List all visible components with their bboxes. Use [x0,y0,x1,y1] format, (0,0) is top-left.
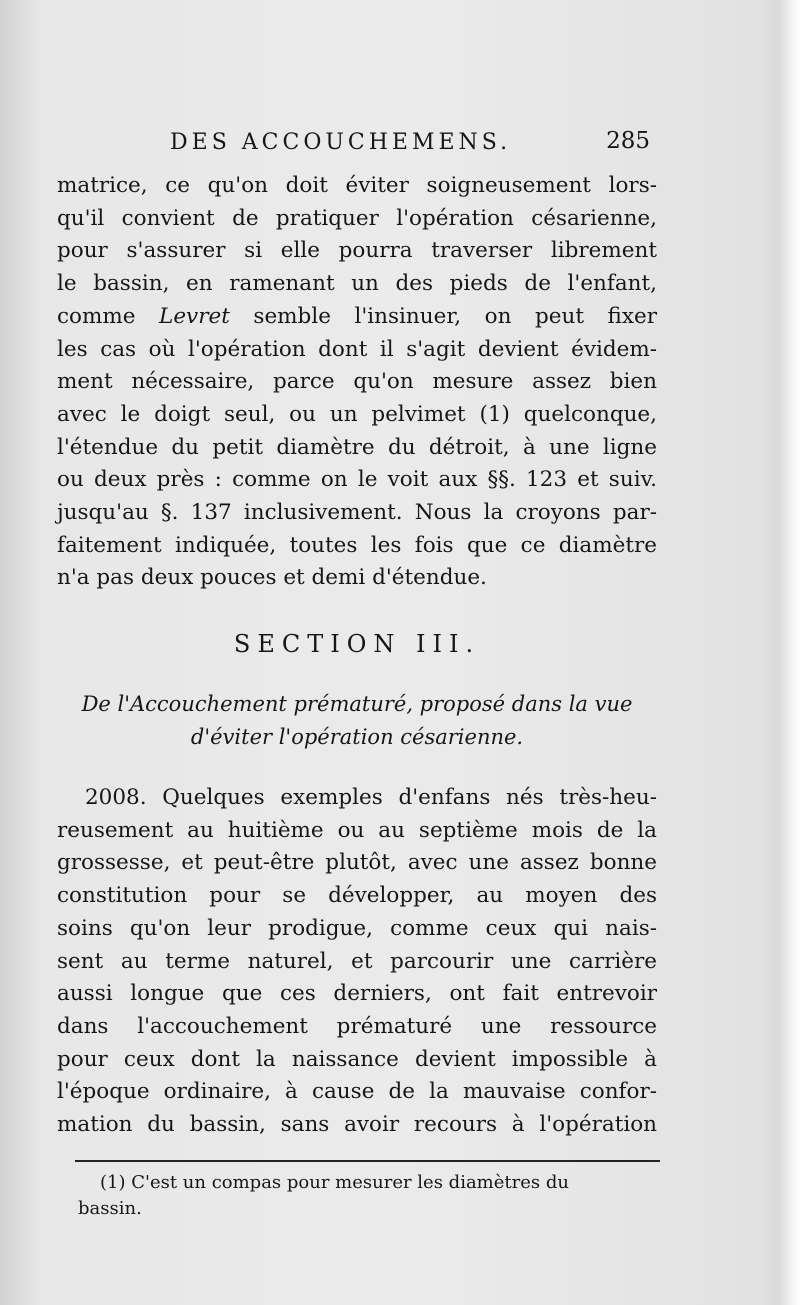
text-line: le bassin, en ramenant un des pieds de l'enfant, [57,271,657,297]
subtitle-line: De l'Accouchement prématuré, proposé dans la vue [81,692,633,716]
text-line: constitution pour se développer, au moyen des [57,883,657,909]
text-line: reusement au huitième ou au septième mois de la [57,817,657,843]
page-number: 285 [606,128,650,154]
footnote-divider [75,1160,660,1162]
text-line: dans l'accouchement prématuré une ressource [57,1013,657,1039]
text-line: aussi longue que ces derniers, ont fait entrevoir [57,981,657,1007]
footnote-line: bassin. [78,1198,142,1219]
section-subtitle [57,688,657,754]
text-line: soins qu'on leur prodigue, comme ceux qui nais- [57,915,657,941]
text-line: jusqu'au §. 137 inclusivement. Nous la croyons par- [57,500,657,526]
text-line: matrice, ce qu'on doit éviter soigneusement lors- [57,173,657,198]
footnote-line: (1) C'est un compas pour mesurer les diamètres du [100,1172,569,1193]
text-line: mation du bassin, sans avoir recours à l'opération [57,1112,657,1138]
text-line: grossesse, et peut-être plutôt, avec une assez bonne [57,850,657,876]
text-line: n'a pas deux pouces et demi d'étendue. [57,565,487,591]
text-line: 2008. Quelques exemples d'enfans nés très-heu- [85,785,657,810]
footnote [78,1170,668,1222]
text-line: pour s'assurer si elle pourra traverser librement [57,238,657,264]
text-line: pour ceux dont la naissance devient impossible à [57,1046,657,1072]
subtitle-line: d'éviter l'opération césarienne. [190,725,524,749]
text-line: sent au terme naturel, et parcourir une carrière [57,948,657,974]
text-line: ou deux près : comme on le voit aux §§. 123 et suiv. [57,467,657,493]
text-line: faitement indiquée, toutes les fois que ce diamètre [57,532,657,558]
text-line: l'époque ordinaire, à cause de la mauvaise confor- [57,1079,657,1105]
text-line: ment nécessaire, parce qu'on mesure assez bien [57,369,657,395]
author-name: Levret [159,303,230,329]
text-line: l'étendue du petit diamètre du détroit, à une ligne [57,434,657,460]
running-title: DES ACCOUCHEMENS. [170,130,512,155]
text-line: qu'il convient de pratiquer l'opération césarienne, [57,205,657,231]
page-header [170,130,650,164]
text-line: comme Levret semble l'insinuer, on peut fixer [57,303,657,329]
paragraph-2008 [57,782,657,1142]
paragraph-continued [57,170,657,595]
section-heading: SECTION III. [233,630,481,658]
text-line: avec le doigt seul, ou un pelvimet (1) quelconque, [57,401,657,427]
text-line: les cas où l'opération dont il s'agit devient évidem- [57,336,657,362]
page-edge [778,0,800,1305]
